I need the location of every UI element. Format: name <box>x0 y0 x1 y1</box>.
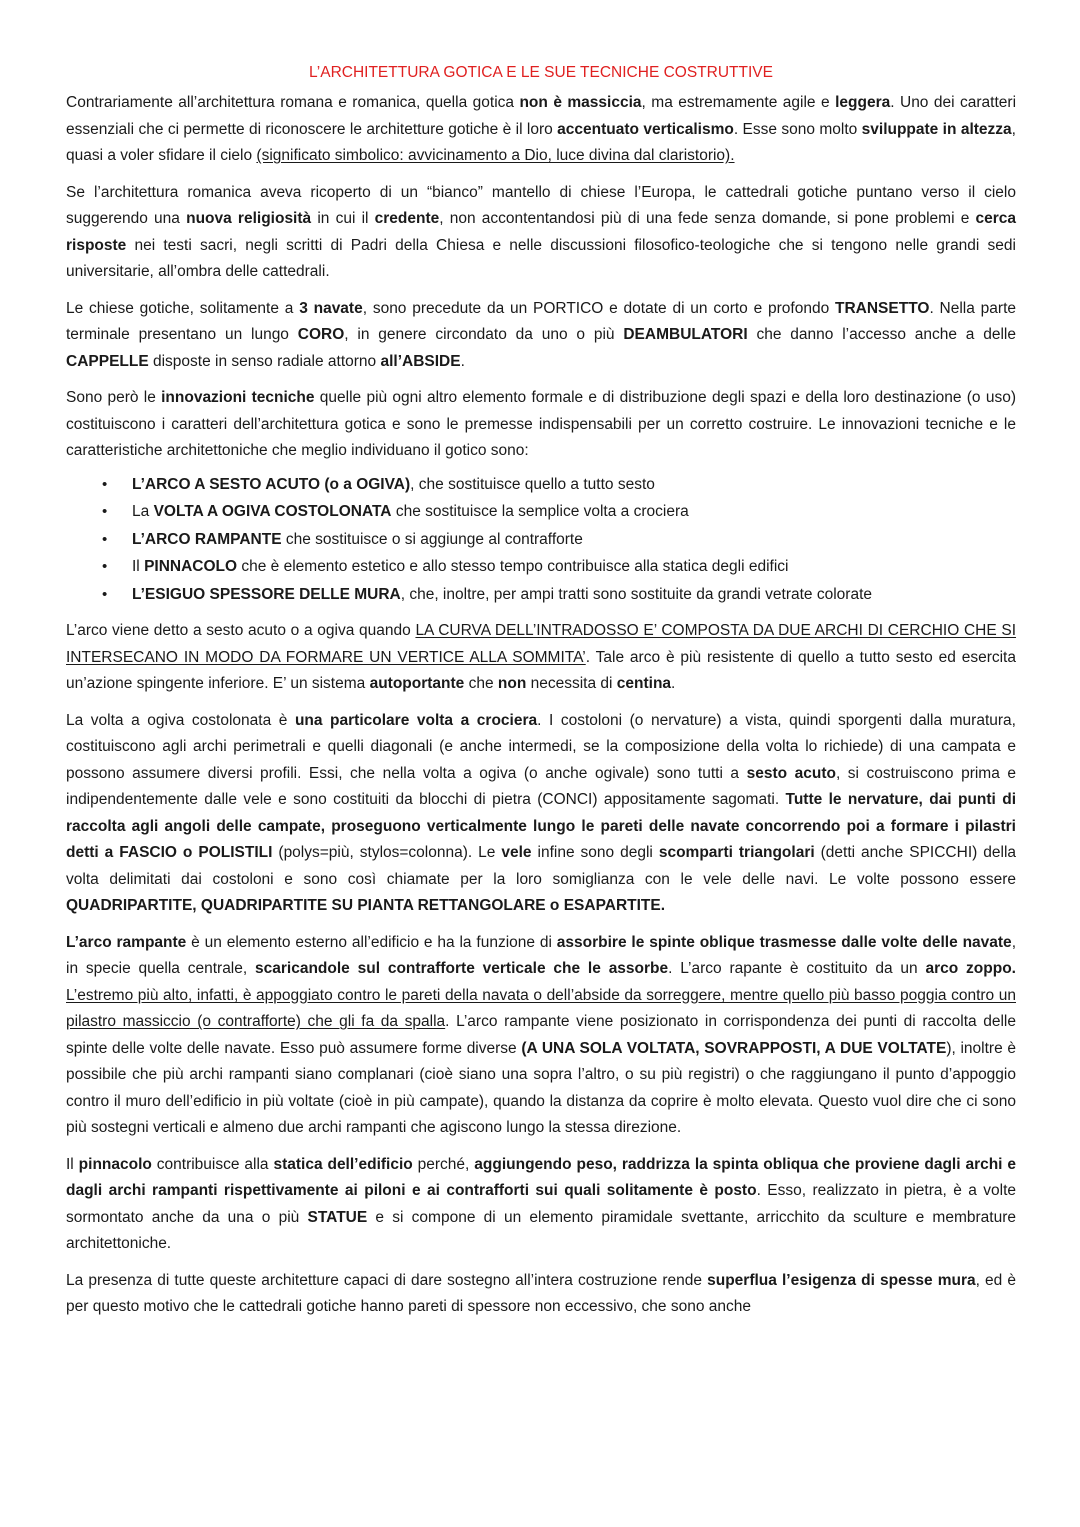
bold-text: Tutte le nervature, dai punti di raccolta agli angoli delle campate, proseguono verticalmente lungo le pareti delle navate concorrendo poi a formare i pilastri detti a FASCIO o POLISTILI <box>66 791 1016 861</box>
text-run: nei testi sacri, negli scritti di Padri della Chiesa e nelle discussioni filosofico-teologiche che si tengono nelle grandi sedi universitarie, all’ombra delle cattedrali. <box>66 236 1016 280</box>
paragraph-ribbed-vault <box>66 708 1016 920</box>
bold-text: scaricandole sul contrafforte verticale che le assorbe <box>255 960 669 977</box>
bold-text: all’ABSIDE <box>380 352 461 370</box>
list-item <box>66 526 1016 554</box>
bold-text: assorbire le spinte oblique trasmesse dalle volte delle navate <box>556 933 1012 951</box>
text-run: . <box>460 352 465 370</box>
text-run: che danno l’accesso anche a delle <box>747 326 1016 343</box>
text-run: La volta a ogiva costolonata è <box>66 711 295 729</box>
bold-text: superflua l’esigenza di spesse mura <box>707 1271 976 1289</box>
bold-text: leggera <box>835 94 891 111</box>
text-run: . L’arco rampante viene posizionato in corrispondenza dei punti di raccolta delle spinte delle volte delle navate. Esso può assumere forme diverse <box>66 1013 1016 1057</box>
bold-text: aggiungendo peso, raddrizza la spinta obliqua che proviene dagli archi e dagli archi rampanti rispettivamente ai piloni e ai contrafforti sui quali solitamente è posto <box>66 1155 1017 1199</box>
text-run: ), inoltre è possibile che più archi rampanti siano complanari (cioè siano una sopra l’altro, o su più registri) o che raggiungano il punto d’appoggio contro il muro dell’edificio in più voltate (cioè in più campate), quando la distanza da coprire è molto elevata. Questo vuol dire che ci sono più sostegni verticali e almeno due archi rampanti che agiscono lungo la stessa direzione. <box>66 1039 1017 1136</box>
text-run: (polys=più, stylos=colonna). Le <box>272 844 502 861</box>
bold-text: CAPPELLE <box>66 352 149 370</box>
list-item <box>66 471 1016 499</box>
bold-text: TRANSETTO <box>835 299 930 317</box>
text-run: è un elemento esterno all’edificio e ha la funzione di <box>186 933 557 951</box>
text-run: contribuisce alla <box>151 1155 274 1173</box>
text-run: che <box>464 675 498 692</box>
text-run: L’arco viene detto a sesto acuto o a ogiva quando <box>66 622 416 639</box>
text-run: , in genere circondato da uno o più <box>344 326 624 343</box>
list-item <box>66 581 1016 609</box>
text-run: disposte in senso radiale attorno <box>148 352 381 370</box>
bold-text: pinnacolo <box>78 1155 152 1173</box>
bold-text: L’ARCO A SESTO ACUTO (o a OGIVA) <box>132 475 411 493</box>
text-run: Le chiese gotiche, solitamente a <box>66 299 300 317</box>
bold-text: credente <box>374 210 440 227</box>
bold-text: autoportante <box>369 675 465 692</box>
paragraph-plan <box>66 296 1016 376</box>
text-run: , che sostituisce quello a tutto sesto <box>410 475 655 493</box>
text-run: , ma estremamente agile e <box>641 94 836 111</box>
text-run: che sostituisce la semplice volta a crociera <box>391 503 689 520</box>
text-run: , sono precedute da un PORTICO e dotate di un corto e profondo <box>362 299 835 317</box>
bold-text: cerca risposte <box>66 210 1017 254</box>
paragraph-pointed-arch <box>66 618 1016 698</box>
bold-text: CORO <box>297 326 345 343</box>
text-run: La presenza di tutte queste architetture capaci di dare sostegno all’intera costruzione rende <box>66 1271 708 1289</box>
text-run: . Esse sono molto <box>733 120 862 138</box>
underlined-text: LA CURVA DELL’INTRADOSSO E’ COMPOSTA DA DUE ARCHI DI CERCHIO CHE SI INTERSECANO IN MODO DA FORMARE UN VERTICE ALLA SOMMITA’ <box>66 622 1017 666</box>
text-run: . I costoloni (o nervature) a vista, quindi sporgenti dalla muratura, costituiscono agli archi perimetrali e quelli diagonali (e anche intermedi, se la composizione della volta lo richiede) di una campata e possono assumere diversi profili. Essi, che nella volta a ogiva (o anche ogivale) sono tutti a <box>66 711 1016 782</box>
bold-text: arco zoppo. <box>925 960 1016 977</box>
bold-text: statica dell’edificio <box>273 1155 413 1173</box>
innovations-list <box>66 471 1016 609</box>
bold-text: 3 navate <box>299 299 363 317</box>
text-run: Il <box>132 558 145 575</box>
text-run: , in specie quella centrale, <box>66 933 1016 977</box>
text-run: La <box>132 503 154 520</box>
bold-text: nuova religiosità <box>186 210 312 227</box>
text-run: , si costruiscono prima e indipendentemente dalle vele e sono costituiti da blocchi di pietra (CONCI) appositamente sagomati. <box>66 764 1016 808</box>
bold-text: non <box>497 675 527 692</box>
text-run: perché, <box>412 1155 475 1173</box>
bold-text: L’arco rampante <box>66 933 187 951</box>
bold-text: (A UNA SOLA VOLTATA, SOVRAPPOSTI, A DUE VOLTATE <box>521 1039 947 1057</box>
text-run: Sono però le <box>66 389 162 406</box>
bold-text: sviluppate in altezza <box>861 120 1012 138</box>
text-run: (detti anche SPICCHI) della volta delimitati dai costoloni e sono così chiamate per la loro somiglianza con le vele delle navi. Le volte possono essere <box>66 844 1017 888</box>
paragraph-flying-buttress <box>66 930 1016 1142</box>
text-run: . L’arco rapante è costituito da un <box>668 960 926 977</box>
document-title: L’ARCHITETTURA GOTICA E LE SUE TECNICHE COSTRUTTIVE <box>309 64 773 81</box>
text-run: che sostituisce o si aggiunge al contrafforte <box>281 530 583 548</box>
list-item <box>66 498 1016 526</box>
text-run: . Tale arco è più resistente di quello a tutto sesto ed esercita un’azione spingente inferiore. E’ un sistema <box>66 648 1016 692</box>
paragraph-innovations <box>66 385 1016 465</box>
bold-text: innovazioni tecniche <box>161 389 315 406</box>
text-run: Il <box>66 1155 79 1173</box>
text-run: , ed è per questo motivo che le cattedrali gotiche hanno pareti di spessore non eccessivo, che sono anche <box>66 1271 1017 1315</box>
paragraph-religiosity <box>66 180 1016 286</box>
underlined-text: (significato simbolico: avvicinamento a Dio, luce divina dal claristorio). <box>256 147 735 164</box>
bold-text: non è massiccia <box>519 94 642 111</box>
bold-text: PINNACOLO <box>144 558 238 575</box>
text-run: quelle più ogni altro elemento formale e di distribuzione degli spazi e della loro destinazione (o uso) costituiscono i caratteri dell’architettura gotica e sono le premesse indispensabili per un corretto costruire. Le innovazioni tecniche e le caratteristiche architettoniche che meglio individuano il gotico sono: <box>66 389 1016 459</box>
bold-text: vele <box>501 844 532 861</box>
bold-text: una particolare volta a crociera <box>294 711 538 729</box>
bold-text: STATUE <box>307 1208 368 1226</box>
text-run: Contrariamente all’architettura romana e romanica, quella gotica <box>66 94 520 111</box>
text-run: , non accontentandosi più di una fede senza domande, si pone problemi e <box>439 210 976 227</box>
bold-text: accentuato verticalismo <box>557 120 734 138</box>
bold-text: scomparti triangolari <box>658 844 815 861</box>
paragraph-thin-walls <box>66 1268 1016 1321</box>
list-item <box>66 553 1016 581</box>
text-run: , che, inoltre, per ampi tratti sono sostituite da grandi vetrate colorate <box>400 585 872 603</box>
bold-text: QUADRIPARTITE, QUADRIPARTITE SU PIANTA RETTANGOLARE o ESAPARTITE. <box>66 897 666 914</box>
bold-text: DEAMBULATORI <box>623 326 748 343</box>
underlined-text: L’estremo più alto, infatti, è appoggiato contro le pareti della navata o dell’abside da sorreggere, mentre quello più basso poggia contro un pilastro massiccio (o contrafforte) che gli fa da spalla <box>66 986 1016 1030</box>
text-run: , quasi a voler sfidare il cielo <box>66 120 1016 164</box>
text-run: necessita di <box>526 675 617 692</box>
text-run: . <box>671 675 676 692</box>
bold-text: sesto acuto <box>746 764 836 782</box>
bold-text: centina <box>616 675 672 692</box>
text-run: . Uno dei caratteri essenziali che ci permette di riconoscere le architetture gotiche è il loro <box>66 94 1017 138</box>
text-run: che è elemento estetico e allo stesso tempo contribuisce alla statica degli edifici <box>237 558 789 575</box>
text-run: . Nella parte terminale presentano un lungo <box>66 299 1016 343</box>
text-run: Se l’architettura romanica aveva ricoperto di un “bianco” mantello di chiese l’Europa, le cattedrali gotiche puntano verso il cielo suggerendo una <box>66 183 1016 227</box>
text-run: . Esso, realizzato in pietra, è a volte sormontato anche da una o più <box>66 1182 1016 1226</box>
bold-text: VOLTA A OGIVA COSTOLONATA <box>153 503 392 520</box>
text-run: e si compone di un elemento piramidale svettante, arricchito da sculture e membrature architettoniche. <box>66 1208 1016 1252</box>
paragraph-pinnacle <box>66 1152 1016 1258</box>
text-run: in cui il <box>311 210 375 227</box>
bold-text: L’ARCO RAMPANTE <box>132 530 282 548</box>
bold-text: L’ESIGUO SPESSORE DELLE MURA <box>132 585 401 603</box>
paragraph-intro <box>66 90 1016 170</box>
text-run: infine sono degli <box>531 844 659 861</box>
